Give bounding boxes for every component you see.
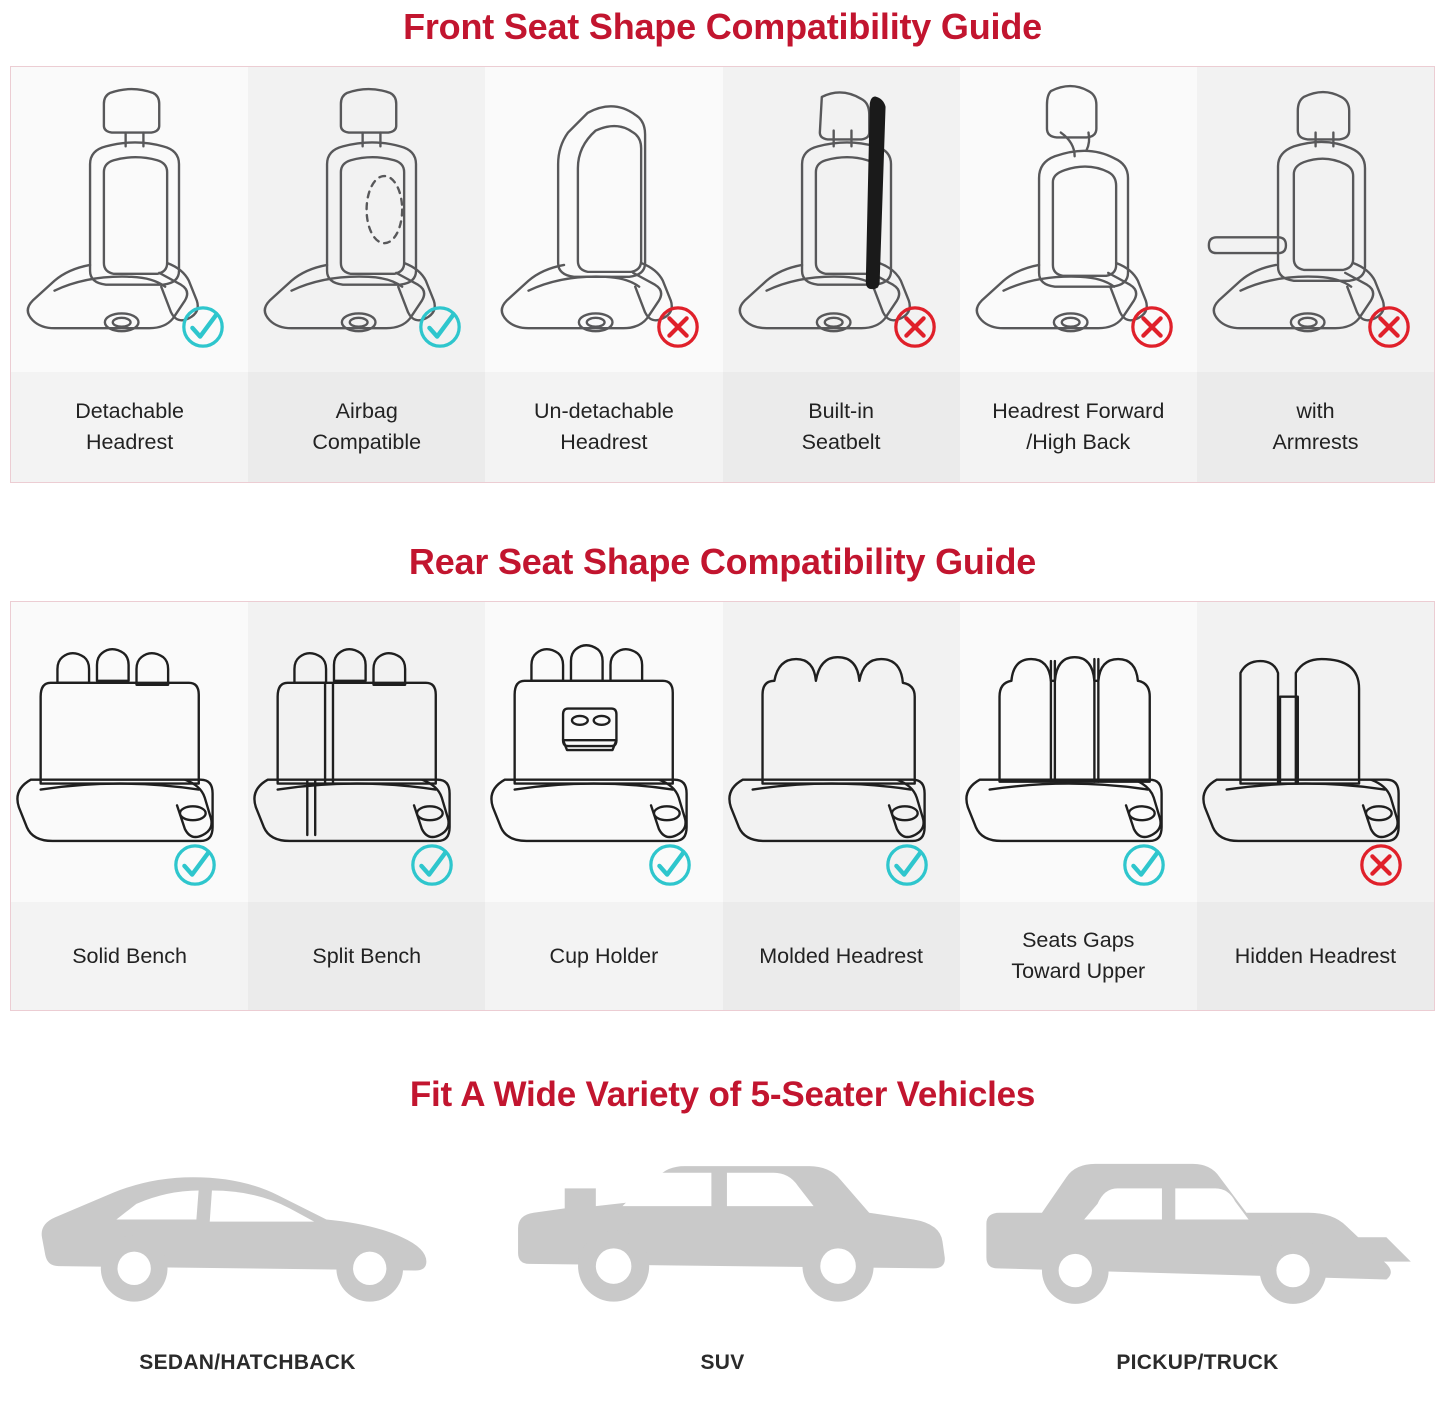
cross-circle-icon [1358, 842, 1404, 888]
front-cell-detachable-headrest [11, 67, 248, 372]
front-label-airbag-compatible [248, 372, 485, 482]
cross-circle-icon [1366, 304, 1412, 350]
vehicle-label-pickup-truck: PICKUP/TRUCK [1116, 1351, 1279, 1374]
pickup-truck-icon [960, 1135, 1435, 1335]
label-line-2: Headrest [85, 430, 174, 454]
rear-cell-split-bench [248, 602, 485, 902]
label-line-1: Headrest Forward [992, 399, 1165, 424]
cross-circle-icon [892, 304, 938, 350]
front-art-row [11, 67, 1434, 372]
front-label-detachable-headrest [11, 372, 248, 482]
label-line-2: Seatbelt [801, 430, 881, 454]
check-circle-icon [180, 304, 226, 350]
label-line-2: Headrest [560, 430, 648, 454]
sedan-icon [10, 1135, 485, 1335]
rear-label-solid-bench [11, 902, 248, 1010]
check-circle-icon [409, 842, 455, 888]
label-line-2: /High Back [1026, 430, 1131, 454]
check-circle-icon [417, 304, 463, 350]
check-circle-icon [647, 842, 693, 888]
front-section-title: Front Seat Shape Compatibility Guide [403, 6, 1042, 47]
label-line-1: Hidden Headrest [1234, 943, 1397, 968]
rear-label-cup-holder [485, 902, 722, 1010]
rear-label-molded-headrest [723, 902, 960, 1010]
label-line-1: Airbag [335, 399, 398, 424]
label-line-1: Solid Bench [72, 943, 187, 968]
label-line-2: Armrests [1272, 430, 1359, 454]
rear-cell-cup-holder [485, 602, 722, 902]
rear-label-row [11, 902, 1434, 1010]
label-line-1: Cup Holder [549, 943, 659, 968]
check-circle-icon [1121, 842, 1167, 888]
rear-cell-hidden-headrest [1197, 602, 1434, 902]
vehicle-types-row [10, 1135, 1435, 1375]
front-label-undetachable-headrest [485, 372, 722, 482]
rear-art-row [11, 602, 1434, 902]
rear-label-seats-gaps-toward-upper [960, 902, 1197, 1010]
vehicle-pickup-truck [960, 1135, 1435, 1375]
rear-seat-guide-table [10, 601, 1435, 1011]
vehicle-label-sedan-hatchback: SEDAN/HATCHBACK [139, 1351, 356, 1374]
label-line-1: Molded Headrest [759, 943, 923, 968]
front-label-with-armrests [1197, 372, 1434, 482]
vehicle-sedan-hatchback [10, 1135, 485, 1375]
vehicle-suv [485, 1135, 960, 1375]
front-cell-with-armrests [1197, 67, 1434, 372]
front-label-headrest-forward-high-back [960, 372, 1197, 482]
rear-cell-solid-bench [11, 602, 248, 902]
front-label-builtin-seatbelt [723, 372, 960, 482]
rear-label-hidden-headrest [1197, 902, 1434, 1010]
label-line-2: Compatible [312, 430, 422, 454]
cross-circle-icon [1129, 304, 1175, 350]
vehicles-section-title: Fit A Wide Variety of 5-Seater Vehicles [409, 1075, 1036, 1114]
front-cell-builtin-seatbelt [723, 67, 960, 372]
rear-cell-seats-gaps-toward-upper [960, 602, 1197, 902]
label-line-1: Split Bench [312, 943, 422, 968]
front-cell-headrest-forward-high-back [960, 67, 1197, 372]
front-cell-undetachable-headrest [485, 67, 722, 372]
suv-icon [485, 1135, 960, 1335]
label-line-2: Toward Upper [1011, 959, 1146, 983]
front-cell-airbag-compatible [248, 67, 485, 372]
label-line-1: Built-in [808, 399, 874, 424]
check-circle-icon [172, 842, 218, 888]
label-line-1: Detachable [75, 399, 184, 424]
rear-section-title: Rear Seat Shape Compatibility Guide [408, 541, 1037, 582]
label-line-1: Seats Gaps [1022, 928, 1135, 953]
cross-circle-icon [655, 304, 701, 350]
rear-cell-molded-headrest [723, 602, 960, 902]
front-label-row [11, 372, 1434, 482]
vehicle-label-suv: SUV [700, 1351, 745, 1374]
front-seat-guide-table [10, 66, 1435, 483]
label-line-1: Un-detachable [534, 399, 674, 424]
rear-label-split-bench [248, 902, 485, 1010]
check-circle-icon [884, 842, 930, 888]
label-line-1: with [1296, 399, 1335, 424]
